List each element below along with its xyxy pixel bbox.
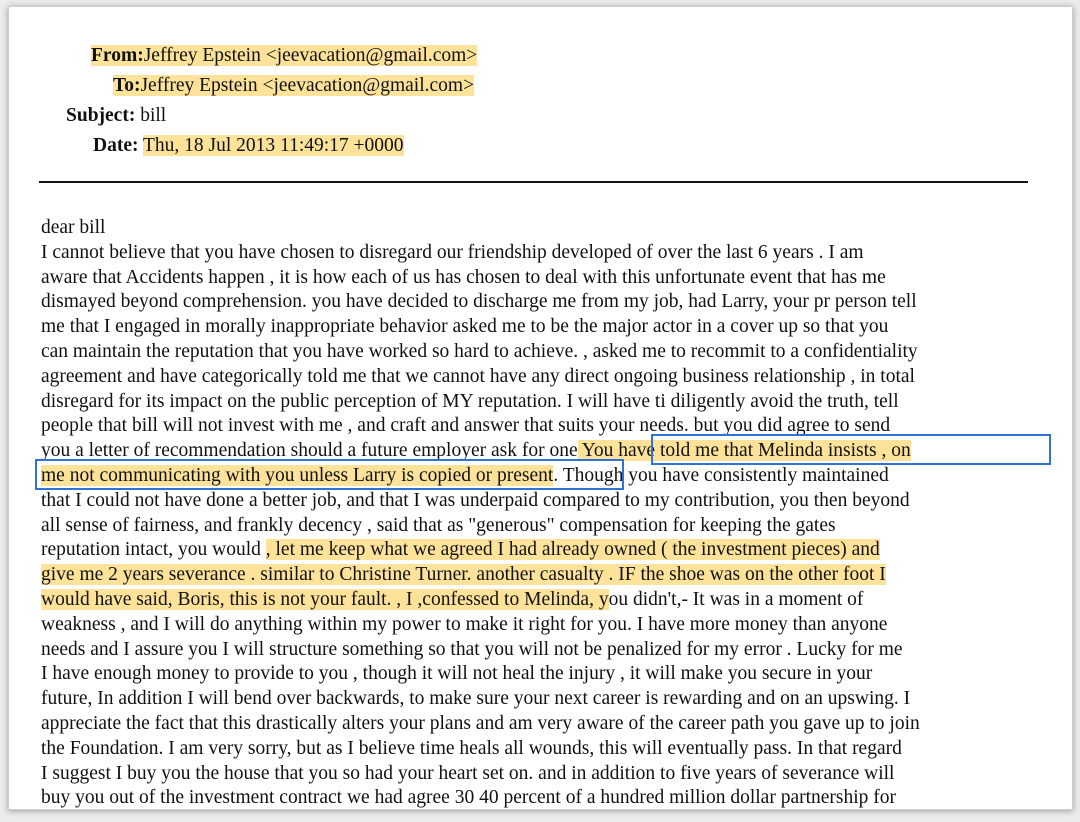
body-line: aware that Accidents happen , it is how each of us has chosen to deal with this unfortunate event that has me xyxy=(41,266,886,288)
body-line: that I could not have done a better job, and that I was underpaid compared to my contribution, you then beyond xyxy=(41,489,910,511)
date-label: Date: xyxy=(93,135,139,156)
body-line: I have enough money to provide to you , though it will not heal the injury , it will make you secure in your xyxy=(41,663,873,685)
highlighted-text: would have said, Boris, this is not your fault. , I ,confessed to Melinda, y xyxy=(41,588,609,610)
subject-row xyxy=(66,103,166,128)
body-line xyxy=(41,563,1051,588)
body-line: needs and I assure you I will structure something so that you will not be penalized for my error . Lucky for me xyxy=(41,638,903,660)
body-line: me that I engaged in morally inappropriate behavior asked me to be the major actor in a cover up so that you xyxy=(41,316,889,338)
date-row xyxy=(93,133,404,158)
body-line xyxy=(41,439,1051,464)
body-line xyxy=(41,464,1051,489)
to-label: To: xyxy=(113,75,141,96)
body-line: all sense of fairness, and frankly decency , said that as "generous" compensation for keeping the gates xyxy=(41,514,836,536)
body-line: disregard for its impact on the public perception of MY reputation. I will have ti diligently avoid the truth, tell xyxy=(41,390,899,412)
to-value: Jeffrey Epstein <jeevacation@gmail.com> xyxy=(140,75,475,96)
body-line xyxy=(41,538,1051,563)
from-value: Jeffrey Epstein <jeevacation@gmail.com> xyxy=(143,45,478,66)
body-line: buy you out of the investment contract we had agree 30 40 percent of a hundred million dollar partnership for xyxy=(41,787,897,809)
body-line: people that bill will not invest with me , and craft and answer that suits your needs. but you did agree to send xyxy=(41,415,891,437)
subject-label: Subject: xyxy=(66,105,136,126)
header-divider xyxy=(39,181,1028,183)
body-line: dismayed beyond comprehension. you have decided to discharge me from my job, had Larry, your pr person tell xyxy=(41,291,917,313)
date-value: Thu, 18 Jul 2013 11:49:17 +0000 xyxy=(143,135,404,156)
highlighted-text: You have told me that Melinda insists , on xyxy=(577,440,911,462)
body-line: weakness , and I will do anything within my power to make it right for you. I have more money than anyone xyxy=(41,613,888,635)
body-line: can maintain the reputation that you have worked so hard to achieve. , asked me to recommit to a confidentiality xyxy=(41,340,918,362)
body-line-text: reputation intact, you would xyxy=(41,539,266,561)
highlighted-text: give me 2 years severance . similar to Christine Turner. another casualty . IF the shoe was on the other foot I xyxy=(41,564,886,586)
email-body xyxy=(41,216,1051,809)
body-line: future, In addition I will bend over backwards, to make sure your next career is rewarding and on an upswing. I xyxy=(41,688,911,710)
body-line: dear bill xyxy=(41,217,106,238)
body-line xyxy=(41,588,1051,613)
body-line-text: you a letter of recommendation should a future employer ask for one xyxy=(41,440,578,462)
body-line-text: . Though you have consistently maintained xyxy=(553,464,889,486)
highlighted-text: me not communicating with you unless Larry is copied or present xyxy=(41,464,554,486)
body-line: the Foundation. I am very sorry, but as I believe time heals all wounds, this will eventually pass. In that regard xyxy=(41,737,902,759)
to-row xyxy=(113,73,474,98)
highlighted-text: , let me keep what we agreed I had already owned ( the investment pieces) and xyxy=(265,539,880,561)
body-line: I suggest I buy you the house that you so had your heart set on. and in addition to five years of severance will xyxy=(41,762,895,784)
body-line: appreciate the fact that this drastically alters your plans and am very aware of the career path you gave up to join xyxy=(41,712,920,734)
subject-value: bill xyxy=(140,105,167,126)
body-line: agreement and have categorically told me that we cannot have any direct ongoing business relationship , in total xyxy=(41,365,915,387)
email-document-page xyxy=(8,6,1073,810)
from-label: From: xyxy=(91,45,144,66)
from-row xyxy=(91,43,477,68)
body-line: I cannot believe that you have chosen to disregard our friendship developed of over the last 6 years . I am xyxy=(41,241,864,263)
body-line-text: ou didn't,- It was in a moment of xyxy=(608,588,864,610)
